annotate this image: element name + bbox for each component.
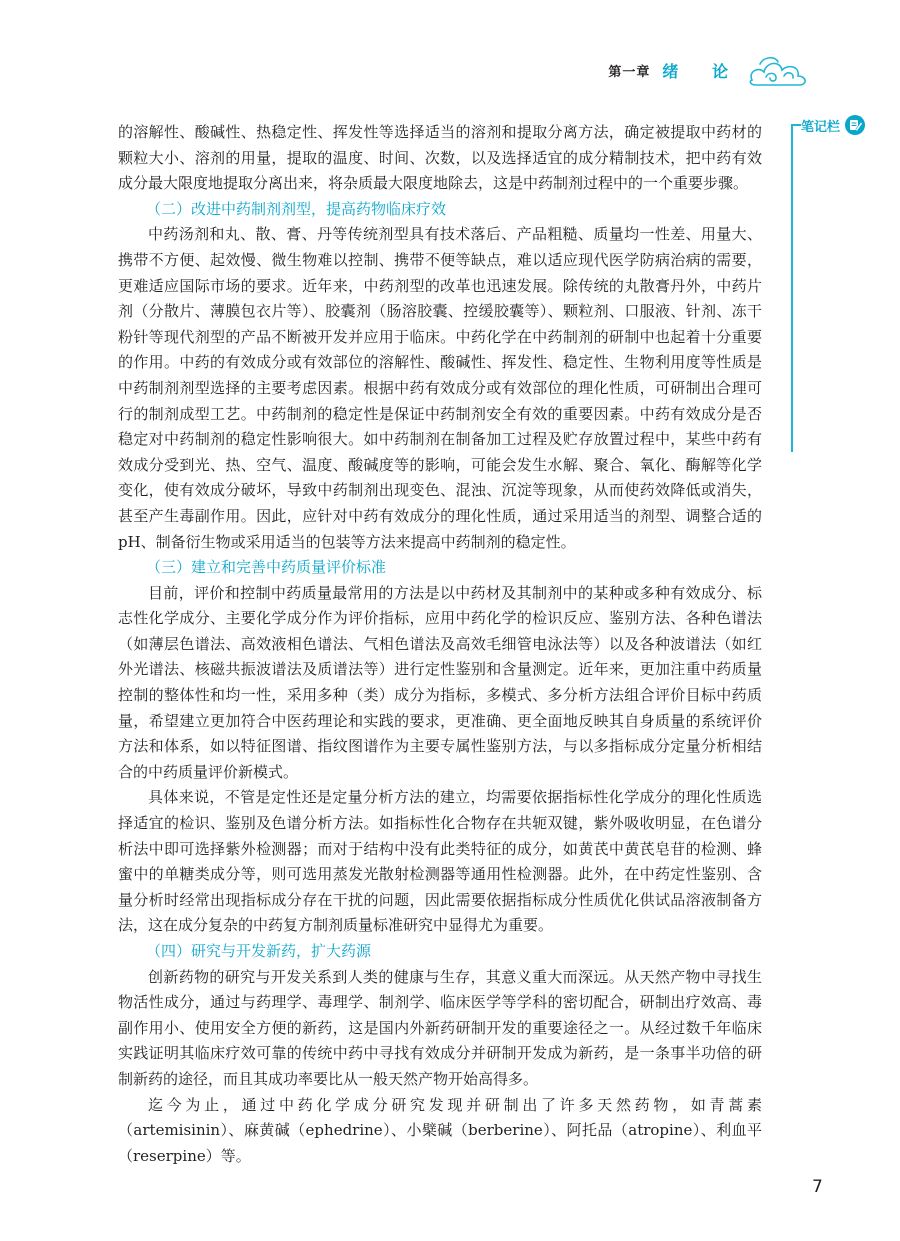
chapter-title: 绪 论 — [662, 61, 742, 81]
body-paragraph: 目前，评价和控制中药质量最常用的方法是以中药材及其制剂中的某种或多种有效成分、标志性化学成分、主要化学成分作为评价指标，应用中药化学的检识反应、鉴别方法、各种色谱法（如薄层色谱法、高效液相色谱法、气相色谱法及高效毛细管电泳法等）以及各种波谱法（如红外光谱法、核磁共振波谱法及质谱法等）进行定性鉴别和含量测定。近年来，更加注重中药质量控制的整体性和均一性，采用多种（类）成分为指标，多模式、多分析方法组合评价目标中药质量，希望建立更加符合中医药理论和实践的要求，更准确、更全面地反映其自身质量的系统评价方法和体系，如以特征图谱、指纹图谱作为主要专属性鉴别方法，与以多指标成分定量分析相结合的中药质量评价新模式。 — [118, 583, 762, 781]
page-number: 7 — [812, 1177, 823, 1197]
chapter-number: 第一章 — [608, 64, 651, 80]
note-pencil-icon — [844, 114, 866, 136]
section-heading: （四）研究与开发新药，扩大药源 — [146, 942, 372, 960]
body-paragraph: 具体来说，不管是定性还是定量分析方法的建立，均需要依据指标性化学成分的理化性质选择适宜的检识、鉴别及色谱分析方法。如指标性化合物存在共轭双键，紫外吸收明显，在色谱分析法中即可选择紫外检测器；而对于结构中没有此类特征的成分，如黄芪中黄芪皂苷的检测、蜂蜜中的单糖类成分等，则可选用蒸发光散射检测器等通用性检测器。此外，在中药定性鉴别、含量分析时经常出现指标成分存在干扰的问题，因此需要依据指标成分性质优化供试品溶液制备方法，这在成分复杂的中药复方制剂质量标准研究中显得尤为重要。 — [118, 788, 762, 935]
notes-column-label: 笔记栏 — [801, 119, 841, 135]
section-heading: （三）建立和完善中药质量评价标准 — [146, 558, 387, 577]
page-body — [118, 120, 762, 1169]
body-paragraph: 中药汤剂和丸、散、膏、丹等传统剂型具有技术落后、产品粗糙、质量均一性差、用量大、携带不方便、起效慢、微生物难以控制、携带不便等缺点，难以适应现代医学防病治病的需要，更难适应国际市场的要求。近年来，中药剂型的改革也迅速发展。除传统的丸散膏丹外，中药片剂（分散片、薄膜包衣片等）、胶囊剂（肠溶胶囊、控缓胶囊等）、颗粒剂、口服液、针剂、冻干粉针等现代剂型的产品不断被开发并应用于临床。中药化学在中药制剂的研制中也起着十分重要的作用。中药的有效成分或有效部位的溶解性、酸碱性、挥发性、稳定性、生物利用度等性质是中药制剂剂型选择的主要考虑因素。根据中药有效成分或有效部位的理化性质，可研制出合理可行的制剂成型工艺。中药制剂的稳定性是保证中药制剂安全有效的重要因素。中药有效成分是否稳定对中药制剂的稳定性影响很大。如中药制剂在制备加工过程及贮存放置过程中，某些中药有效成分受到光、热、空气、温度、酸碱度等的影响，可能会发生水解、聚合、氧化、酶解等化学变化，使有效成分破坏，导致中药制剂出现变色、混浊、沉淀等现象，从而使药效降低或消失，甚至产生毒副作用。因此，应针对中药有效成分的理化性质，通过采用适当的剂型、调整合适的 pH、制备衍生物或采用适当的包装等方法来提高中药制剂的稳定性。 — [118, 225, 762, 551]
body-paragraph: 迄今为止，通过中药化学成分研究发现并研制出了许多天然药物，如青蒿素（artemisinin）、麻黄碱（ephedrine）、小檗碱（berberine）、阿托品（atropine）、利血平（reserpine）等。 — [118, 1095, 762, 1165]
margin-rule — [791, 124, 793, 452]
running-header — [608, 50, 812, 90]
cloud-ornament-icon — [746, 50, 812, 90]
section-heading: （二）改进中药制剂剂型，提高药物临床疗效 — [146, 199, 447, 218]
margin-rule-tick — [792, 124, 801, 126]
body-paragraph: 的溶解性、酸碱性、热稳定性、挥发性等选择适当的溶剂和提取分离方法，确定被提取中药材的颗粒大小、溶剂的用量，提取的温度、时间、次数，以及选择适宜的成分精制技术，把中药有效成分最大限度地提取分离出来，将杂质最大限度地除去，这是中药制剂过程中的一个重要步骤。 — [118, 123, 762, 193]
notes-column-header — [801, 113, 881, 137]
body-paragraph: 创新药物的研究与开发关系到人类的健康与生存，其意义重大而深远。从天然产物中寻找生物活性成分，通过与药理学、毒理学、制剂学、临床医学等学科的密切配合，研制出疗效高、毒副作用小、使用安全方便的新药，这是国内外新药研制开发的重要途径之一。从经过数千年临床实践证明其临床疗效可靠的传统中药中寻找有效成分并研制开发成为新药，是一条事半功倍的研制新药的途径，而且其成功率要比从一般天然产物开始高得多。 — [118, 967, 762, 1088]
